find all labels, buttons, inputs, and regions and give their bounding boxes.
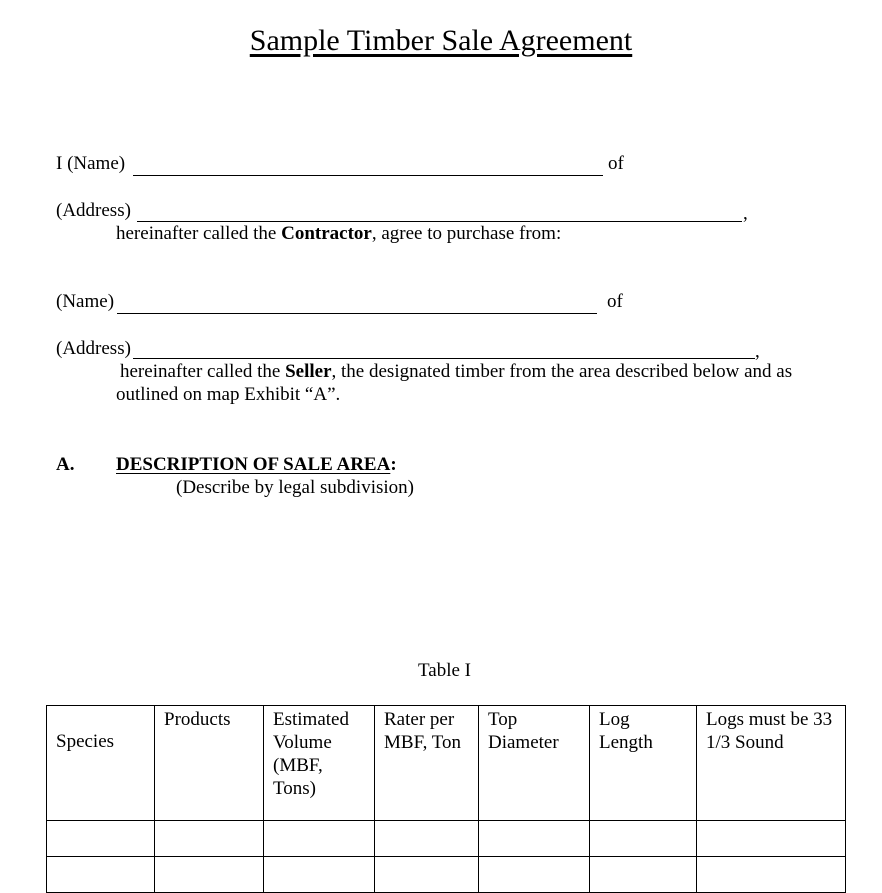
table-cell[interactable] (47, 821, 155, 857)
header-rate: Rater per MBF, Ton (375, 706, 479, 821)
document-title: Sample Timber Sale Agreement (249, 24, 633, 57)
header-log-length: Log Length (590, 706, 697, 821)
seller-address-label: (Address) (56, 338, 131, 359)
seller-clause-line2: outlined on map Exhibit “A”. (116, 384, 341, 405)
section-a-letter: A. (56, 454, 75, 475)
table-cell[interactable] (375, 821, 479, 857)
seller-of-label: of (607, 291, 623, 312)
section-a-instruction: (Describe by legal subdivision) (176, 477, 414, 498)
contractor-name-field[interactable] (133, 175, 603, 176)
seller-clause: hereinafter called the Seller, the designated timber from the area described below and as (120, 361, 793, 382)
seller-name-label: (Name) (56, 291, 115, 312)
contractor-address-field[interactable] (137, 221, 742, 222)
seller-address-field[interactable] (133, 358, 755, 359)
table-cell[interactable] (479, 821, 590, 857)
section-a-heading: DESCRIPTION OF SALE AREA: (116, 454, 397, 475)
header-products: Products (155, 706, 264, 821)
table-caption: Table I (418, 660, 472, 681)
header-top-diameter: Top Diameter (479, 706, 590, 821)
timber-table (46, 705, 846, 893)
seller-name-field[interactable] (117, 313, 597, 314)
table-cell[interactable] (264, 821, 375, 857)
table-cell[interactable] (590, 821, 697, 857)
seller-address-comma: , (755, 341, 760, 362)
header-species: Species (47, 706, 155, 821)
header-estimated-volume: Estimated Volume (MBF, Tons) (264, 706, 375, 821)
contractor-address-label: (Address) (56, 200, 131, 221)
header-logs-sound: Logs must be 33 1/3 Sound (697, 706, 846, 821)
table-header-row (47, 706, 846, 821)
contractor-of-label: of (608, 153, 624, 174)
contractor-address-comma: , (743, 203, 748, 224)
contractor-name-label: I (Name) (56, 153, 126, 174)
table-cell[interactable] (697, 821, 846, 857)
contractor-clause: hereinafter called the Contractor, agree to purchase from: (116, 223, 562, 244)
table-row (47, 821, 846, 857)
table-cell[interactable] (155, 821, 264, 857)
